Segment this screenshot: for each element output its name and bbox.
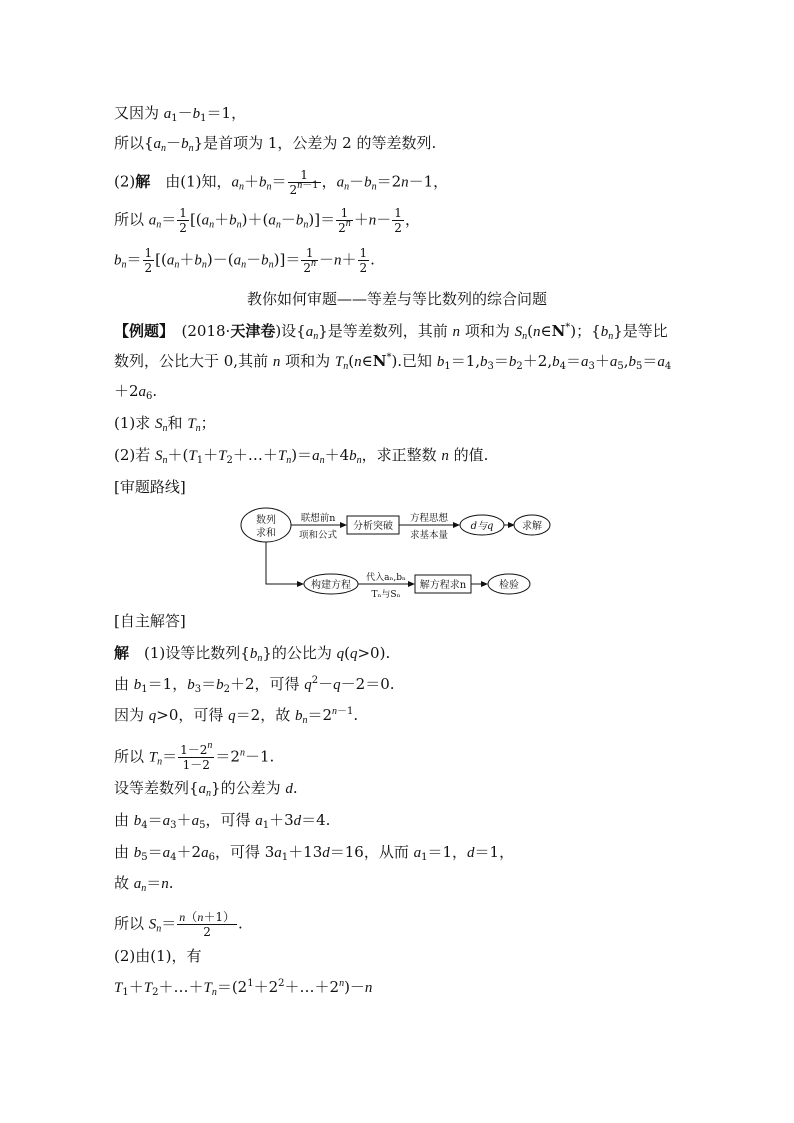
- solve-line-1: 解 (1)设等比数列$\{b_n\}$的公比为 q(q>0).: [114, 644, 391, 664]
- node-build-label: 构建方程: [311, 580, 351, 591]
- arrow2-top: 方程思想: [409, 513, 449, 524]
- solve-line-6: 由 $b_4=a_3+a_5$，可得 $a_1+3d=4$.: [114, 811, 331, 831]
- text-line-5: $b_n=$ $\frac{1}{2}$ $[(a_n+b_n)-(a_n-b_n)]=$ $\frac{1}{2^n}$ －n＋ $\frac{1}{2}$ .: [114, 246, 375, 275]
- branch-line: [266, 542, 303, 584]
- text-line-2: 所以$\{a_n-b_n\}$是首项为 1，公差为 2 的等差数列.: [114, 134, 437, 154]
- question-2: (2)若 $S_n+(T_1+T_2+\dots+T_n)=a_n+4b_n$，求正整数 n 的值.: [114, 446, 489, 466]
- question-1: (1)求 $S_n$和 $T_n$；: [114, 414, 216, 434]
- solve-line-10: (2)由(1)，有: [114, 947, 202, 965]
- example-line-2: 数列，公比大于 0,其前 n 项和为 $T_n(n\in N^*)$.已知 $b_1=1,b_3=b_2+2,b_4=a_3+a_5,b_5=a_4$: [114, 352, 672, 372]
- text-line-3: (2)解 由(1)知，$a_n+b_n=$ $\frac{1}{2^{n-1}}$ ，$a_n-b_n=2n-1$，: [114, 168, 449, 197]
- solve-line-7: 由 $b_5=a_4+2a_6$，可得 $3a_1+13d=16$，从而 $a_1=1$，d＝1，: [114, 843, 515, 863]
- solve-line-9: 所以 $S_n=$ $\frac{n(n+1)}{2}$ .: [114, 910, 243, 939]
- start-top: 数列: [256, 515, 276, 526]
- solve-line-4: 所以 $T_n=$ $\frac{1-2^n}{1-2}$ $=2^n-1$.: [114, 740, 275, 772]
- solve-line-11: $T_1+T_2+\dots+T_n=(2^1+2^2+\dots+2^n)-n$: [114, 978, 373, 998]
- path-title: [审题路线]: [114, 478, 186, 496]
- solve-line-2: 由 $b_1=1$，$b_3=b_2+2$，可得 $q^2-q-2=0$.: [114, 675, 395, 695]
- section-title: 教你如何审题——等差与等比数列的综合问题: [246, 290, 547, 308]
- solve-line-8: 故 $a_n=n$.: [114, 874, 174, 894]
- solve-title: [自主解答]: [114, 612, 186, 630]
- example-line-3: $+2a_6$.: [114, 382, 158, 402]
- arrow3-top: 代入aₙ,bₙ: [366, 573, 406, 583]
- solve-line-5: 设等差数列$\{a_n\}$的公差为 d.: [114, 779, 298, 799]
- text-line-4: 所以 $a_n=$ $\frac{1}{2}$ $[(a_n+b_n)+(a_n-b_n)]=$ $\frac{1}{2^n}$ ＋n－ $\frac{1}{2}$ ，: [114, 206, 420, 235]
- arrow3-bottom: Tₙ与Sₙ: [371, 590, 401, 600]
- solve-line-3: 因为 q>0，可得 q＝2，故 $b_n=2^{n-1}$.: [114, 706, 359, 726]
- arrow1-top: 联想前n: [300, 513, 336, 524]
- example-label: 【例题】: [114, 322, 167, 340]
- node-dq-label: d与q: [470, 521, 494, 532]
- box-analysis-label: 分析突破: [353, 521, 393, 532]
- box-solve-label: 解方程求n: [419, 580, 467, 591]
- arrow1-bottom: 项和公式: [298, 530, 338, 541]
- text-line-1: 又因为 $a_1-b_1=1$，: [114, 104, 247, 124]
- end2-label: 检验: [499, 580, 519, 591]
- example-line-1: 【例题】 (2018·天津卷)设$\{a_n\}$是等差数列，其前 n 项和为 $S_n(n\in N^*)$；$\{b_n\}$是等比: [114, 322, 668, 342]
- end1-label: 求解: [522, 521, 542, 532]
- start-bottom: 求和: [256, 528, 276, 539]
- arrow2-bottom: 求基本量: [409, 530, 449, 541]
